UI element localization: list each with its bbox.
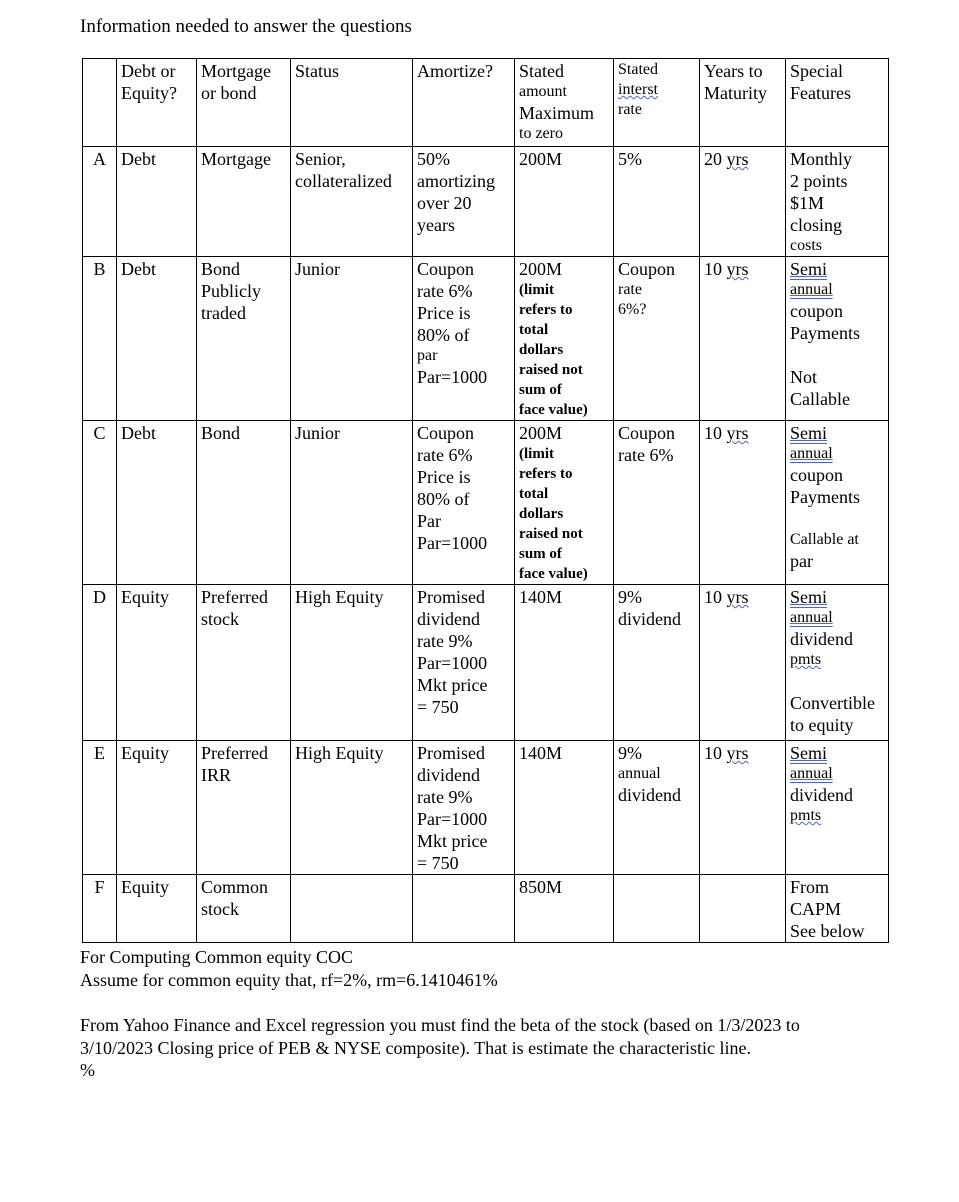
cell-rate: 9% annual dividend [614, 741, 700, 875]
cell-instrument: Mortgage [197, 147, 291, 257]
header-years-to-maturity: Years to Maturity [700, 59, 786, 147]
information-table [82, 58, 889, 943]
cell-amount: 200M [515, 147, 614, 257]
cell-features: Semi annual dividend pmts [786, 741, 889, 875]
cell-rate: 9% dividend [614, 585, 700, 741]
capm-assumption: Assume for common equity that, rf=2%, rm=6.1410461% [80, 970, 498, 990]
cell-amortize: Promised dividend rate 9% Par=1000 Mkt price = 750 [413, 741, 515, 875]
cell-type: Debt [117, 257, 197, 421]
page-heading: Information needed to answer the questions [80, 16, 412, 37]
header-mortgage-or-bond: Mortgage or bond [197, 59, 291, 147]
beta-instruction-line-2: 3/10/2023 Closing price of PEB & NYSE composite). That is estimate the characteristic line. [80, 1038, 752, 1058]
cell-instrument: Bond [197, 421, 291, 585]
cell-years: 10 yrs [700, 741, 786, 875]
table-row-b [83, 257, 889, 421]
table-row-c [83, 421, 889, 585]
cell-instrument: Preferred stock [197, 585, 291, 741]
beta-instruction-line-1: From Yahoo Finance and Excel regression you must find the beta of the stock (based on 1/3/2023 to [80, 1015, 800, 1035]
row-label: A [83, 147, 117, 257]
header-special-features: Special Features [786, 59, 889, 147]
cell-amortize: 50% amortizing over 20 years [413, 147, 515, 257]
header-row [83, 59, 889, 147]
header-status: Status [291, 59, 413, 147]
cell-rate: Coupon rate 6%? [614, 257, 700, 421]
coc-title: For Computing Common equity COC [80, 947, 354, 967]
cell-years: 10 yrs [700, 421, 786, 585]
cell-rate: Coupon rate 6% [614, 421, 700, 585]
cell-status: Junior [291, 421, 413, 585]
header-row-label [83, 59, 117, 147]
percent-sign: % [80, 1060, 95, 1080]
cell-years: 10 yrs [700, 585, 786, 741]
cell-amount: 850M [515, 875, 614, 943]
header-stated-interest: Stated interst rate [614, 59, 700, 147]
cell-years: 10 yrs [700, 257, 786, 421]
cell-amount: 200M (limit refers to total dollars raised not sum of face value) [515, 421, 614, 585]
table-row-d [83, 585, 889, 741]
header-stated-amount: Stated amount Maximum to zero [515, 59, 614, 147]
cell-features: From CAPM See below [786, 875, 889, 943]
cell-amount: 140M [515, 585, 614, 741]
cell-status: High Equity [291, 741, 413, 875]
cell-type: Equity [117, 585, 197, 741]
cell-amortize [413, 875, 515, 943]
table-row-e [83, 741, 889, 875]
cell-instrument: Bond Publicly traded [197, 257, 291, 421]
cell-status: High Equity [291, 585, 413, 741]
cell-type: Equity [117, 741, 197, 875]
cell-instrument: Preferred IRR [197, 741, 291, 875]
cell-amount: 200M (limit refers to total dollars raised not sum of face value) [515, 257, 614, 421]
cell-type: Debt [117, 421, 197, 585]
header-debt-or-equity: Debt or Equity? [117, 59, 197, 147]
cell-status: Junior [291, 257, 413, 421]
cell-status: Senior, collateralized [291, 147, 413, 257]
cell-features: Semi annual dividend pmts Convertible to equity [786, 585, 889, 741]
cell-amount: 140M [515, 741, 614, 875]
cell-amortize: Coupon rate 6% Price is 80% of par Par=1000 [413, 257, 515, 421]
row-label: F [83, 875, 117, 943]
cell-type: Equity [117, 875, 197, 943]
cell-instrument: Common stock [197, 875, 291, 943]
table-row-a [83, 147, 889, 257]
cell-rate: 5% [614, 147, 700, 257]
cell-amortize: Promised dividend rate 9% Par=1000 Mkt price = 750 [413, 585, 515, 741]
cell-years [700, 875, 786, 943]
cell-status [291, 875, 413, 943]
cell-years: 20 yrs [700, 147, 786, 257]
header-amortize: Amortize? [413, 59, 515, 147]
cell-features: Monthly 2 points $1M closing costs [786, 147, 889, 257]
row-label: C [83, 421, 117, 585]
row-label: B [83, 257, 117, 421]
table-row-f [83, 875, 889, 943]
cell-features: Semi annual coupon Payments Not Callable [786, 257, 889, 421]
row-label: E [83, 741, 117, 875]
cell-rate [614, 875, 700, 943]
cell-features: Semi annual coupon Payments Callable at par [786, 421, 889, 585]
cell-type: Debt [117, 147, 197, 257]
row-label: D [83, 585, 117, 741]
cell-amortize: Coupon rate 6% Price is 80% of Par Par=1000 [413, 421, 515, 585]
